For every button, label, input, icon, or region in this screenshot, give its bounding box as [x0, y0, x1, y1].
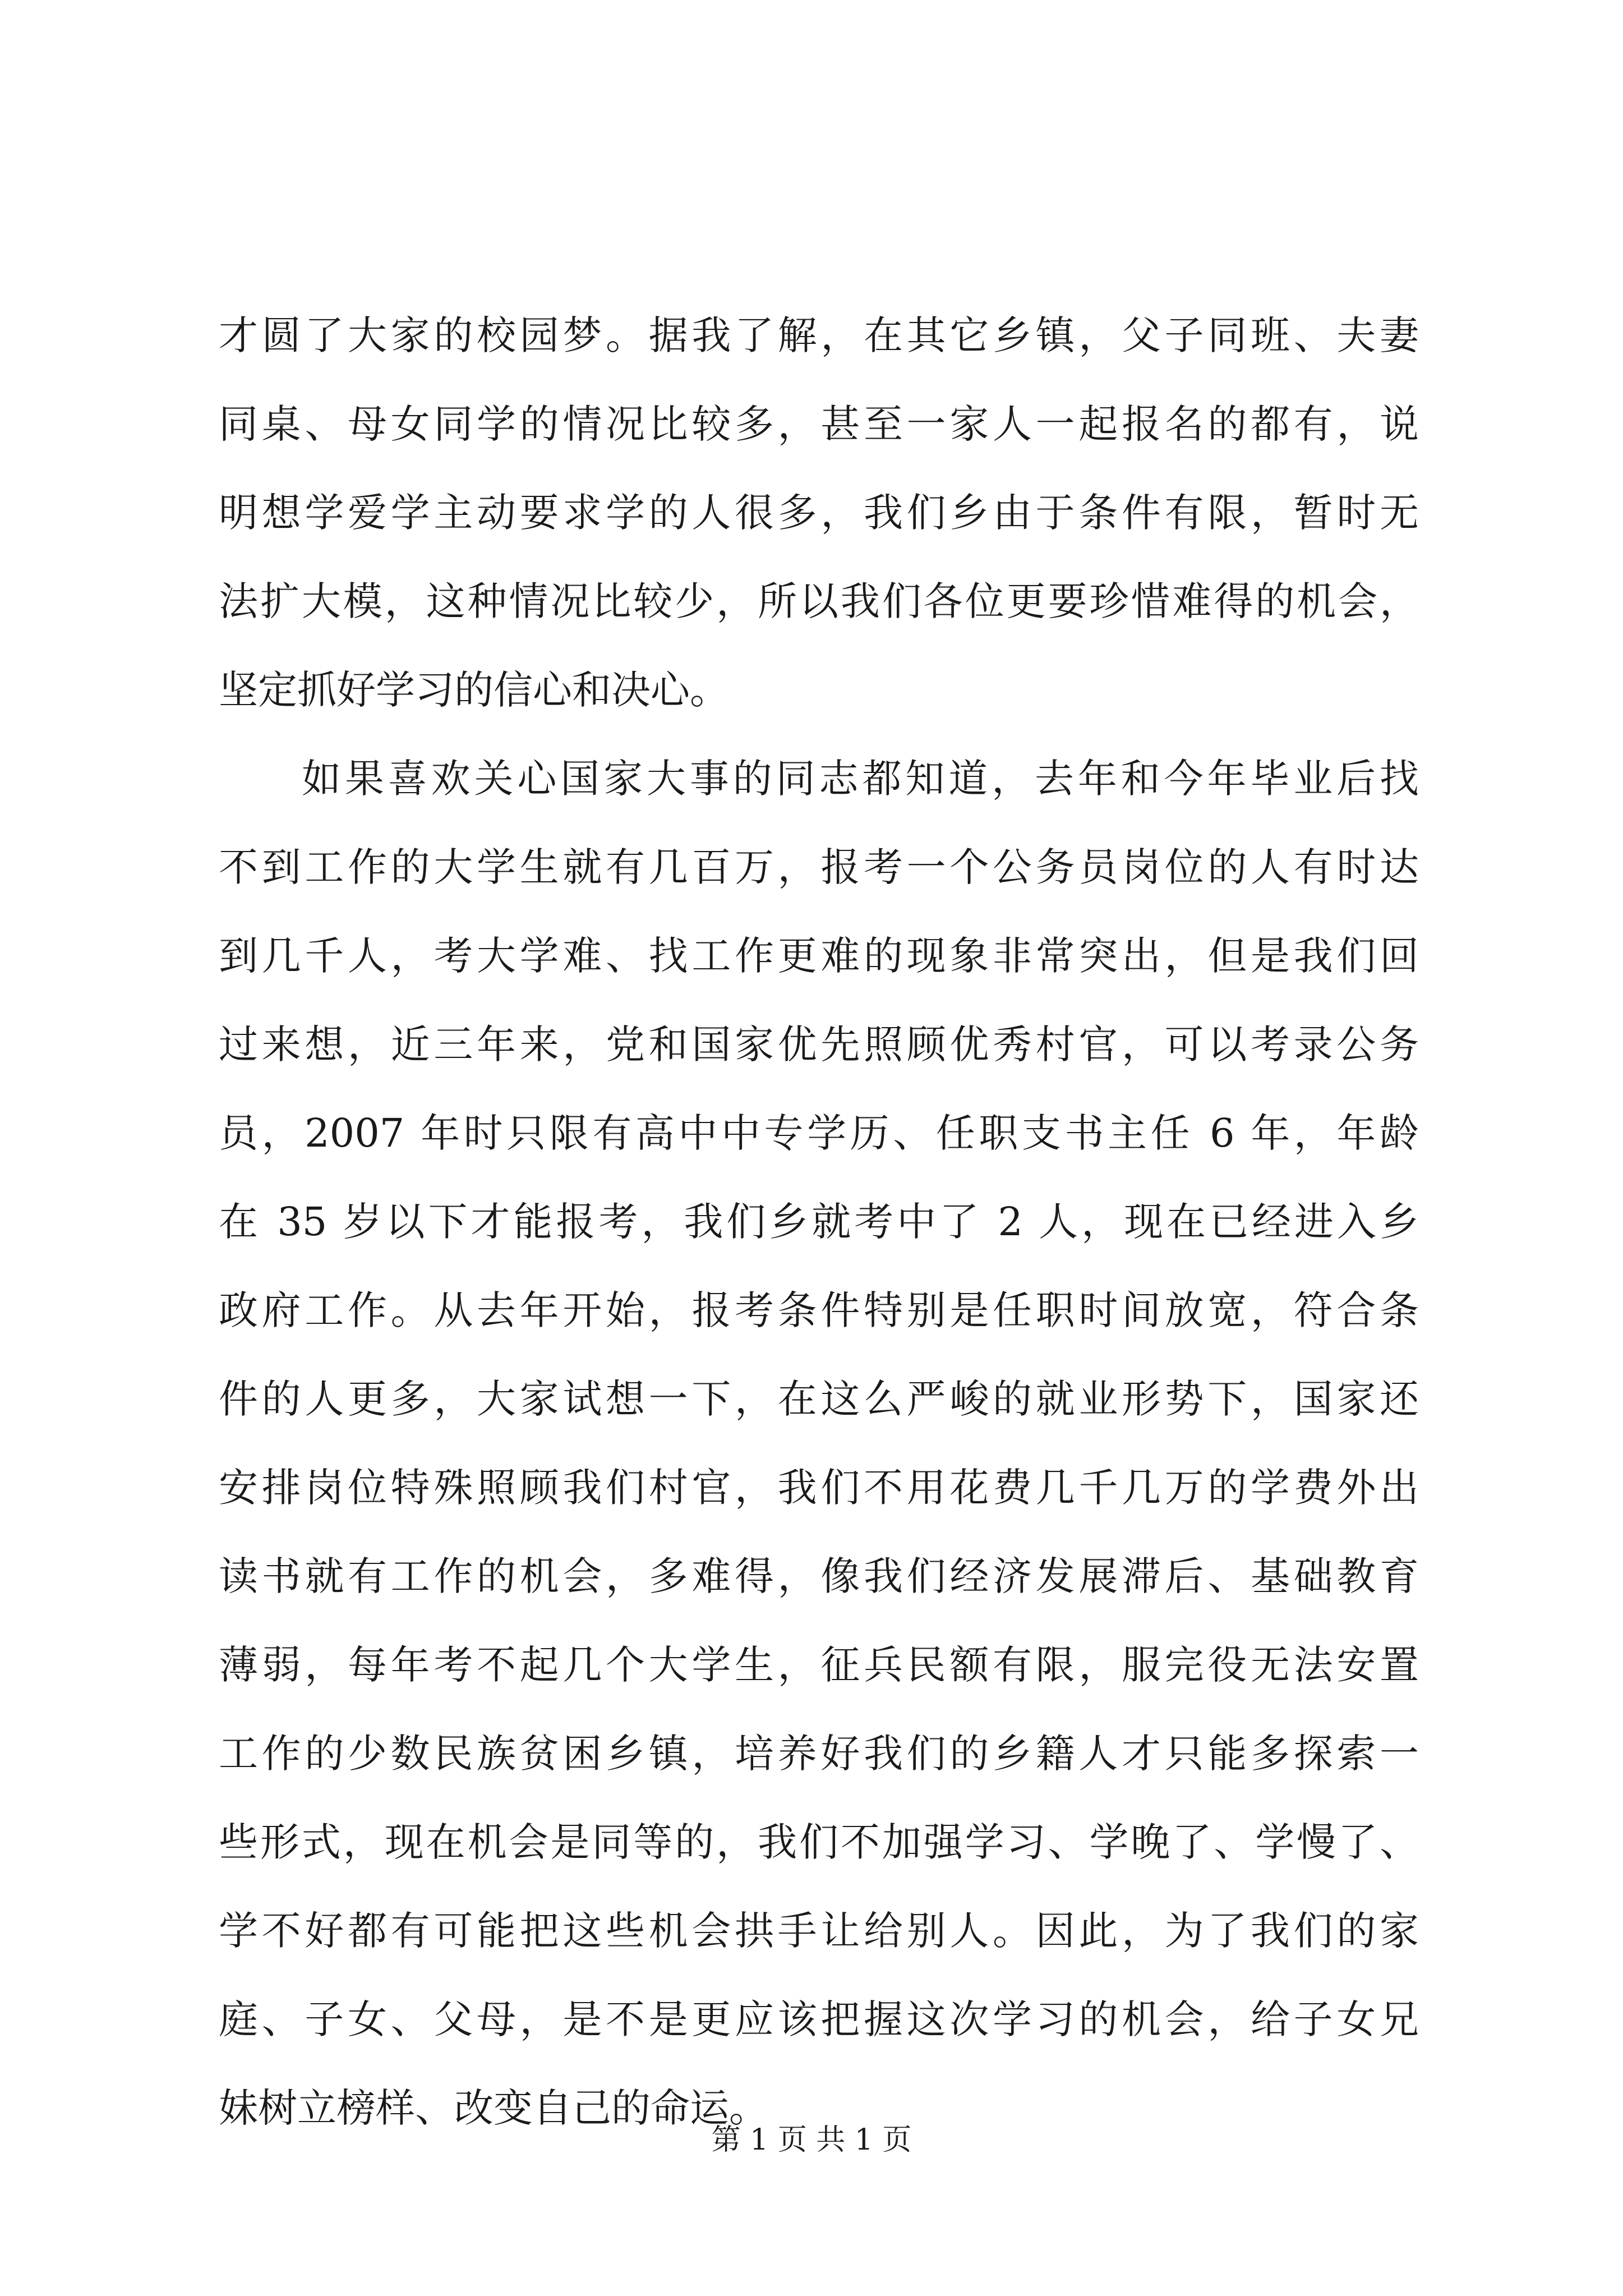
paragraph-2-line-14: 学不好都有可能把这些机会拱手让给别人。因此，为了我们的家: [219, 1908, 1419, 1954]
paragraph-2-line-6: 在 35 岁以下才能报考，我们乡就考中了 2 人，现在已经进入乡: [219, 1199, 1419, 1245]
paragraph-2-line-10: 读书就有工作的机会，多难得，像我们经济发展滞后、基础教育: [219, 1553, 1419, 1599]
page-footer: 第 1 页 共 1 页: [711, 2123, 912, 2157]
paragraph-2-line-16: 妹树立榜样、改变自己的命运。: [219, 2085, 768, 2131]
paragraph-1-line-3: 明想学爱学主动要求学的人很多，我们乡由于条件有限，暂时无: [219, 490, 1419, 536]
paragraph-2-line-2: 不到工作的大学生就有几百万，报考一个公务员岗位的人有时达: [219, 844, 1419, 890]
paragraph-2-line-9: 安排岗位特殊照顾我们村官，我们不用花费几千几万的学费外出: [219, 1465, 1419, 1511]
paragraph-2-line-3: 到几千人，考大学难、找工作更难的现象非常突出，但是我们回: [219, 933, 1419, 979]
paragraph-2-line-7: 政府工作。从去年开始，报考条件特别是任职时间放宽，符合条: [219, 1287, 1419, 1333]
paragraph-2-line-11: 薄弱，每年考不起几个大学生，征兵民额有限，服完役无法安置: [219, 1642, 1419, 1688]
paragraph-2-line-5: 员，2007 年时只限有高中中专学历、任职支书主任 6 年，年龄: [219, 1110, 1419, 1156]
paragraph-1-line-4: 法扩大模，这种情况比较少，所以我们各位更要珍惜难得的机会，: [219, 578, 1419, 624]
paragraph-2-line-13: 些形式，现在机会是同等的，我们不加强学习、学晚了、学慢了、: [219, 1819, 1419, 1865]
paragraph-2-line-8: 件的人更多，大家试想一下，在这么严峻的就业形势下，国家还: [219, 1376, 1419, 1422]
paragraph-2-line-4: 过来想，近三年来，党和国家优先照顾优秀村官，可以考录公务: [219, 1022, 1419, 1068]
paragraph-2-line-1: 如果喜欢关心国家大事的同志都知道，去年和今年毕业后找: [302, 756, 1419, 802]
paragraph-2-line-15: 庭、子女、父母，是不是更应该把握这次学习的机会，给子女兄: [219, 1996, 1419, 2042]
paragraph-1-line-2: 同桌、母女同学的情况比较多，甚至一家人一起报名的都有，说: [219, 401, 1419, 447]
paragraph-1-line-1: 才圆了大家的校园梦。据我了解，在其它乡镇，父子同班、夫妻: [219, 312, 1419, 358]
paragraph-1-line-5: 坚定抓好学习的信心和决心。: [219, 667, 729, 713]
paragraph-2-line-12: 工作的少数民族贫困乡镇，培养好我们的乡籍人才只能多探索一: [219, 1731, 1419, 1777]
